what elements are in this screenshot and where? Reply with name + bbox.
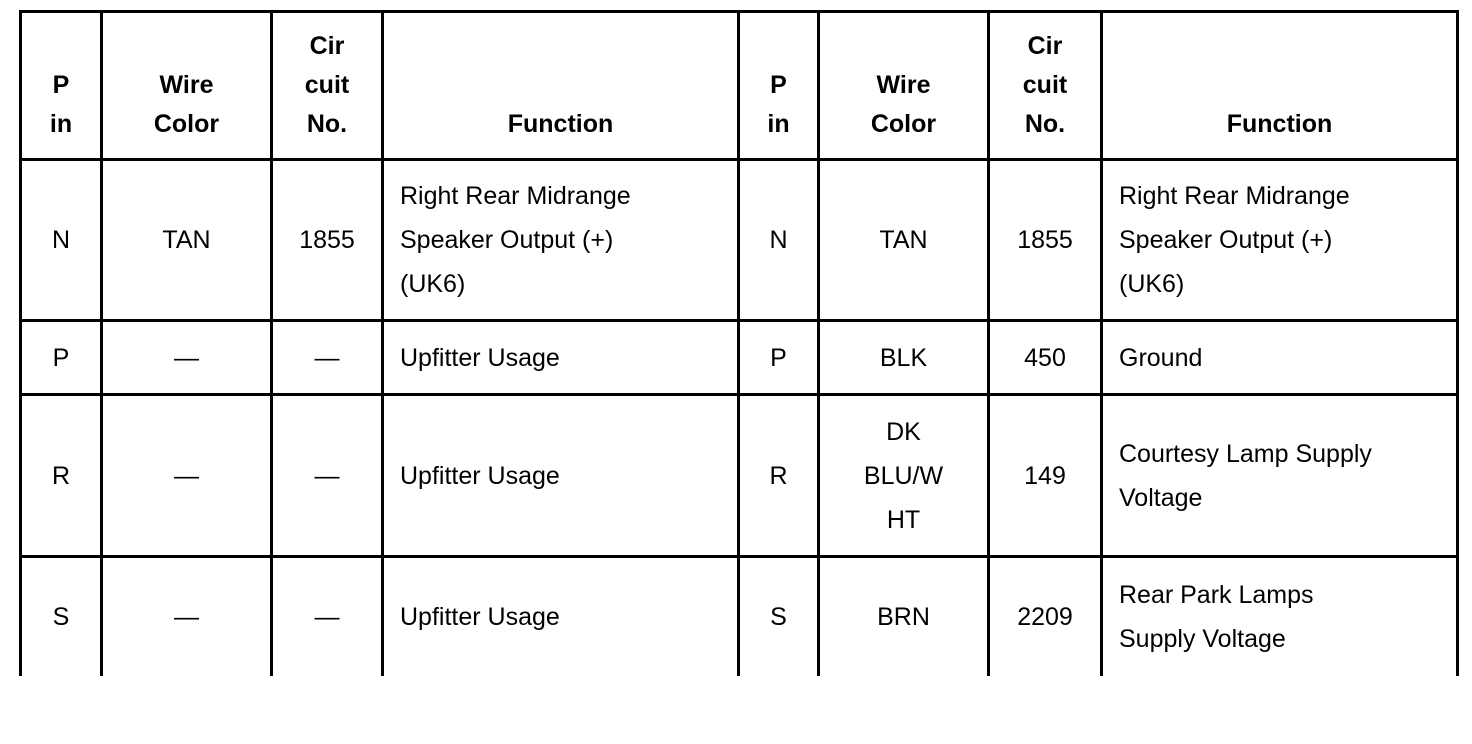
table-row	[21, 557, 1458, 677]
header-row	[21, 12, 1458, 160]
function-cell: Upfitter Usage	[383, 321, 739, 395]
pin-cell: P	[21, 321, 102, 395]
circuit-cell: 2209	[989, 557, 1102, 677]
table-row	[21, 395, 1458, 557]
header-circuit-no: Cir cuit No.	[989, 12, 1102, 160]
circuit-cell: 450	[989, 321, 1102, 395]
circuit-cell: —	[272, 321, 383, 395]
pin-cell: R	[21, 395, 102, 557]
wire-color-cell: BRN	[819, 557, 989, 677]
header-circuit-no: Cir cuit No.	[272, 12, 383, 160]
pin-cell: N	[21, 160, 102, 321]
function-cell: Ground	[1102, 321, 1458, 395]
circuit-cell: 1855	[989, 160, 1102, 321]
wire-color-cell: BLK	[819, 321, 989, 395]
wire-color-cell: —	[102, 395, 272, 557]
function-cell: Right Rear Midrange Speaker Output (+) (UK6)	[1102, 160, 1458, 321]
header-wire-color: Wire Color	[102, 12, 272, 160]
function-cell: Upfitter Usage	[383, 395, 739, 557]
pin-cell: N	[739, 160, 819, 321]
pin-cell: P	[739, 321, 819, 395]
wire-color-cell: TAN	[102, 160, 272, 321]
header-pin: P in	[21, 12, 102, 160]
header-function: Function	[383, 12, 739, 160]
function-cell: Courtesy Lamp Supply Voltage	[1102, 395, 1458, 557]
header-wire-color: Wire Color	[819, 12, 989, 160]
pin-cell: S	[739, 557, 819, 677]
header-pin: P in	[739, 12, 819, 160]
connector-pinout-table	[19, 10, 1459, 676]
wire-color-cell: —	[102, 321, 272, 395]
wire-color-cell: TAN	[819, 160, 989, 321]
wire-color-cell: —	[102, 557, 272, 677]
function-cell: Upfitter Usage	[383, 557, 739, 677]
pin-cell: S	[21, 557, 102, 677]
function-cell: Rear Park Lamps Supply Voltage	[1102, 557, 1458, 677]
wire-color-cell: DK BLU/W HT	[819, 395, 989, 557]
circuit-cell: —	[272, 395, 383, 557]
table-row	[21, 160, 1458, 321]
circuit-cell: 149	[989, 395, 1102, 557]
table-row	[21, 321, 1458, 395]
pin-cell: R	[739, 395, 819, 557]
header-function: Function	[1102, 12, 1458, 160]
circuit-cell: —	[272, 557, 383, 677]
circuit-cell: 1855	[272, 160, 383, 321]
function-cell: Right Rear Midrange Speaker Output (+) (UK6)	[383, 160, 739, 321]
